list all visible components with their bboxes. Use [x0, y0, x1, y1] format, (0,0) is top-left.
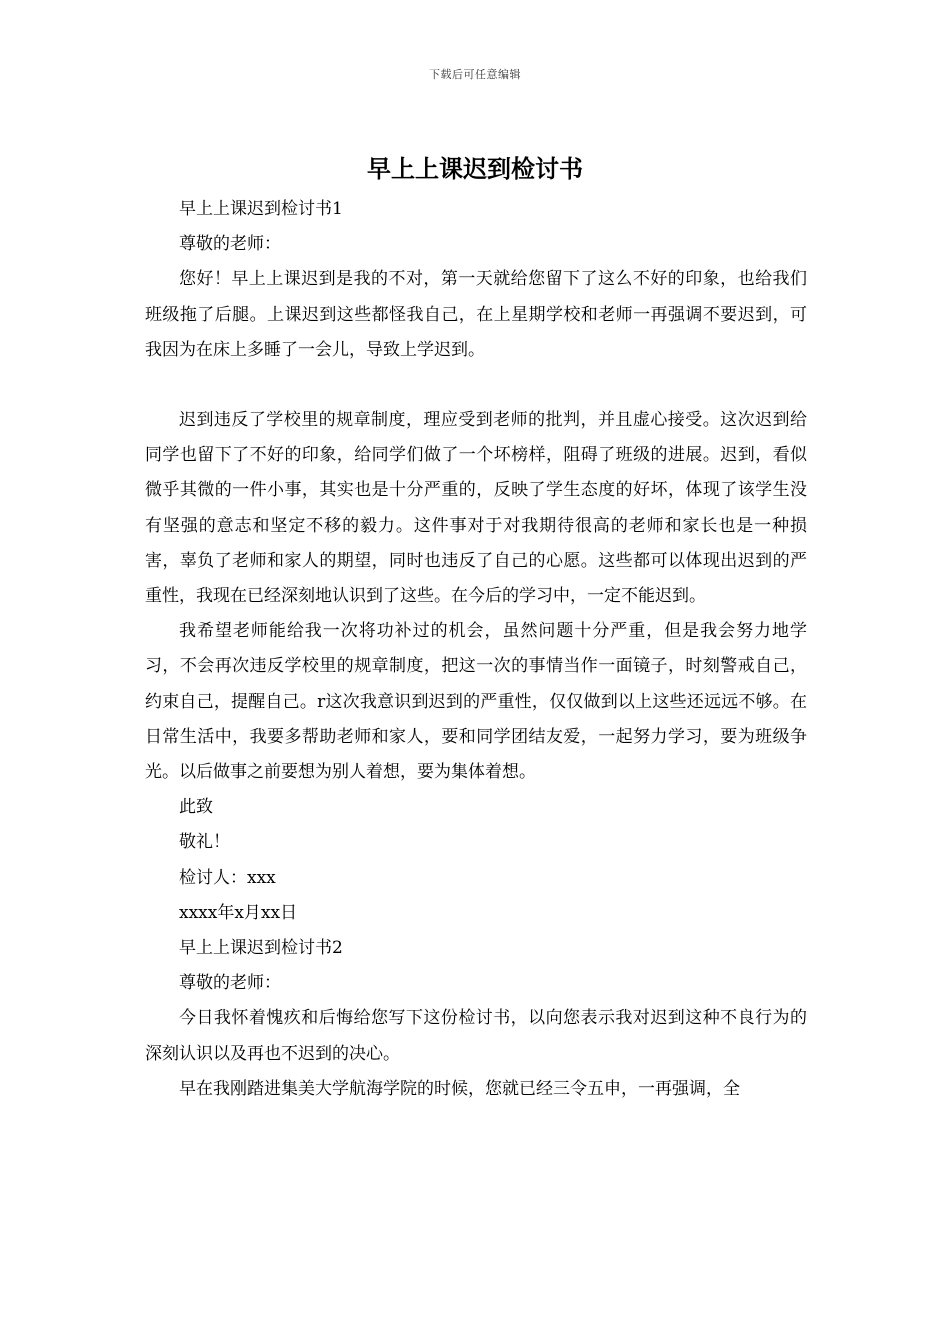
section-heading-1: 早上上课迟到检讨书1 [179, 199, 343, 219]
body-paragraph: 您好！早上上课迟到是我的不对，第一天就给您留下了这么不好的印象，也给我们班级拖了后腿。上课迟到这些都怪我自己，在上星期学校和老师一再强调不要迟到，可我因为在床上多睡了一会儿，导致上学迟到。 [145, 269, 807, 360]
section-heading-2: 早上上课迟到检讨书2 [179, 938, 343, 959]
body-paragraph: 迟到违反了学校里的规章制度，理应受到老师的批判，并且虚心接受。这次迟到给同学也留下了不好的印象，给同学们做了一个坏榜样，阻碍了班级的进展。迟到，看似微乎其微的一件小事，其实也是十分严重的，反映了学生态度的好坏，体现了该学生没有坚强的意志和坚定不移的毅力。这件事对于对我期待很高的老师和家长也是一种损害，辜负了老师和家人的期望，同时也违反了自己的心愿。这些都可以体现出迟到的严重性，我现在已经深刻地认识到了这些。在今后的学习中，一定不能迟到。 [145, 410, 807, 607]
header-note: 下载后可任意编辑 [429, 68, 521, 81]
body-paragraph: 今日我怀着愧疚和后悔给您写下这份检讨书，以向您表示我对迟到这种不良行为的深刻认识以及再也不迟到的决心。 [145, 1008, 807, 1064]
salutation: 尊敬的老师： [179, 234, 281, 255]
date-line: xxxx年x月xx日 [179, 902, 298, 923]
body-paragraph: 早在我刚踏进集美大学航海学院的时候，您就已经三令五申，一再强调，全 [179, 1078, 740, 1099]
document-body [145, 192, 807, 1107]
signature-line: 检讨人：xxx [179, 867, 276, 888]
closing-line: 此致 [179, 797, 213, 818]
salutation: 尊敬的老师： [179, 973, 281, 994]
document-title: 早上上课迟到检讨书 [367, 154, 583, 183]
body-paragraph: 我希望老师能给我一次将功补过的机会，虽然问题十分严重，但是我会努力地学习，不会再次违反学校里的规章制度，把这一次的事情当作一面镜子，时刻警戒自己，约束自己，提醒自己。r这次我意识到迟到的严重性，仅仅做到以上这些还远远不够。在日常生活中，我要多帮助老师和家人，要和同学团结友爱，一起努力学习，要为班级争光。以后做事之前要想为别人着想，要为集体着想。 [145, 621, 807, 783]
closing-line: 敬礼！ [179, 832, 230, 853]
